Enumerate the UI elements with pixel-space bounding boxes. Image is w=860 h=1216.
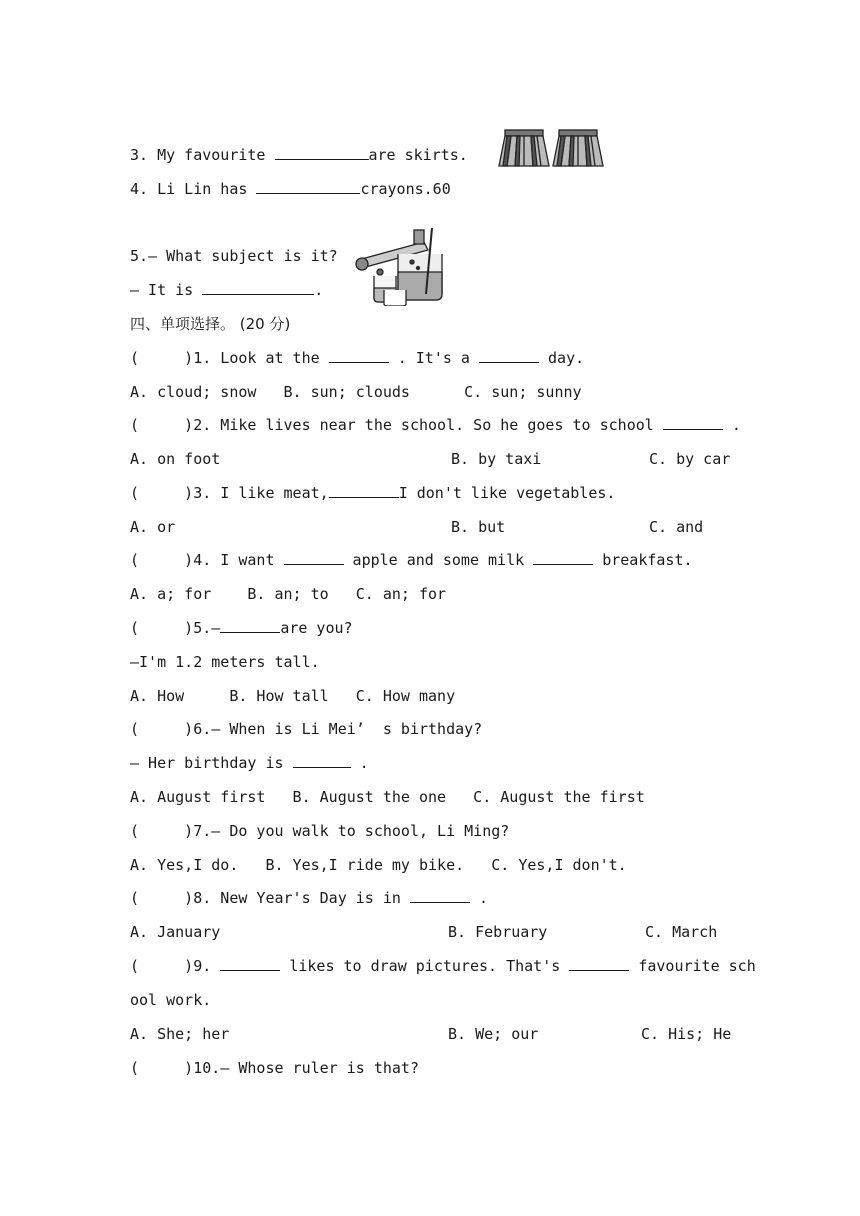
mc-question-2 xyxy=(130,415,741,435)
q2-text: ( )2. Mike lives near the school. So he goes to school xyxy=(130,416,663,434)
mc-question-7: ( )7.— Do you walk to school, Li Ming? xyxy=(130,822,510,840)
q6-blank[interactable] xyxy=(293,753,351,768)
q4-blank-2[interactable] xyxy=(533,550,593,565)
q5-before: — It is xyxy=(130,281,203,299)
q2-end: . xyxy=(722,416,741,434)
mc-question-1 xyxy=(130,348,584,368)
q3-text: ( )3. I like meat, xyxy=(130,484,329,502)
q9-mid: likes to draw pictures. That's xyxy=(280,957,570,975)
q1-mid: . It's a xyxy=(388,349,479,367)
skirts-image xyxy=(495,128,607,172)
q5-after: . xyxy=(314,281,324,299)
skirt-right xyxy=(553,130,603,166)
q3-option-b: B. but xyxy=(451,518,506,536)
q2-blank[interactable] xyxy=(663,415,723,430)
mc-question-8 xyxy=(130,888,488,908)
q7-options: A. Yes,I do. B. Yes,I ride my bike. C. Yes,I don't. xyxy=(130,856,627,874)
q1-text: ( )1. Look at the xyxy=(130,349,329,367)
q8-end: . xyxy=(469,889,489,907)
question-5-line1: 5.— What subject is it? xyxy=(130,247,338,265)
q1-options: A. cloud; snow B. sun; clouds C. sun; sunny xyxy=(130,383,582,401)
q2-option-b: B. by taxi xyxy=(451,450,542,468)
q6-options: A. August first B. August the one C. August the first xyxy=(130,788,645,806)
q8-option-a: A. January xyxy=(130,923,221,941)
q5-options: A. How B. How tall C. How many xyxy=(130,687,456,705)
q8-blank[interactable] xyxy=(410,888,470,903)
mc-question-10: ( )10.— Whose ruler is that? xyxy=(130,1059,419,1077)
q9-blank-2[interactable] xyxy=(569,956,629,971)
question-5-line2 xyxy=(130,280,323,300)
q2-option-a: A. on foot xyxy=(130,450,221,468)
q9-text: ( )9. xyxy=(130,957,221,975)
q1-blank-2[interactable] xyxy=(479,348,539,363)
question-4 xyxy=(130,179,451,199)
q9-continued: ool work. xyxy=(130,991,212,1009)
q4-after: crayons.60 xyxy=(360,180,451,198)
section-title: 四、单项选择。 (20 分) xyxy=(130,315,291,333)
q4-options: A. a; for B. an; to C. an; for xyxy=(130,585,447,603)
q2-option-c: C. by car xyxy=(649,450,731,468)
q5-end: are you? xyxy=(280,619,353,637)
mc-question-6: ( )6.— When is Li Mei’ s birthday? xyxy=(130,720,483,738)
q5-mc-blank[interactable] xyxy=(220,618,280,633)
q4-end: breakfast. xyxy=(593,551,693,569)
q3-option-a: A. or xyxy=(130,518,176,536)
q9-blank-1[interactable] xyxy=(220,956,280,971)
q5-blank[interactable] xyxy=(202,280,314,295)
q4-mid: apple and some milk xyxy=(343,551,534,569)
q3-end: I don't like vegetables. xyxy=(398,484,616,502)
q8-option-b: B. February xyxy=(448,923,548,941)
q5-text: ( )5.— xyxy=(130,619,221,637)
skirt-left xyxy=(499,130,549,166)
q1-end: day. xyxy=(539,349,585,367)
q3-blank[interactable] xyxy=(275,145,369,160)
q3-before: 3. My favourite xyxy=(130,146,275,164)
q8-option-c: C. March xyxy=(645,923,718,941)
science-image xyxy=(352,224,452,306)
q4-blank[interactable] xyxy=(256,179,360,194)
q9-option-b: B. We; our xyxy=(448,1025,539,1043)
question-3 xyxy=(130,145,468,165)
q6-before: — Her birthday is xyxy=(130,754,293,772)
q6-after: . xyxy=(350,754,369,772)
q3-mc-blank[interactable] xyxy=(329,483,399,498)
q4-blank-1[interactable] xyxy=(284,550,344,565)
q4-text: ( )4. I want xyxy=(130,551,284,569)
q1-blank-1[interactable] xyxy=(329,348,389,363)
q6-answer-line xyxy=(130,753,369,773)
q4-before: 4. Li Lin has xyxy=(130,180,257,198)
mc-question-4 xyxy=(130,550,693,570)
mc-question-9 xyxy=(130,956,756,976)
q8-text: ( )8. New Year's Day is in xyxy=(130,889,410,907)
mc-question-5 xyxy=(130,618,353,638)
q3-after: are skirts. xyxy=(368,146,468,164)
q9-option-a: A. She; her xyxy=(130,1025,230,1043)
q9-end: favourite sch xyxy=(629,957,756,975)
q3-option-c: C. and xyxy=(649,518,704,536)
q5-answer-line: —I'm 1.2 meters tall. xyxy=(130,653,320,671)
q9-option-c: C. His; He xyxy=(641,1025,732,1043)
mc-question-3 xyxy=(130,483,615,503)
